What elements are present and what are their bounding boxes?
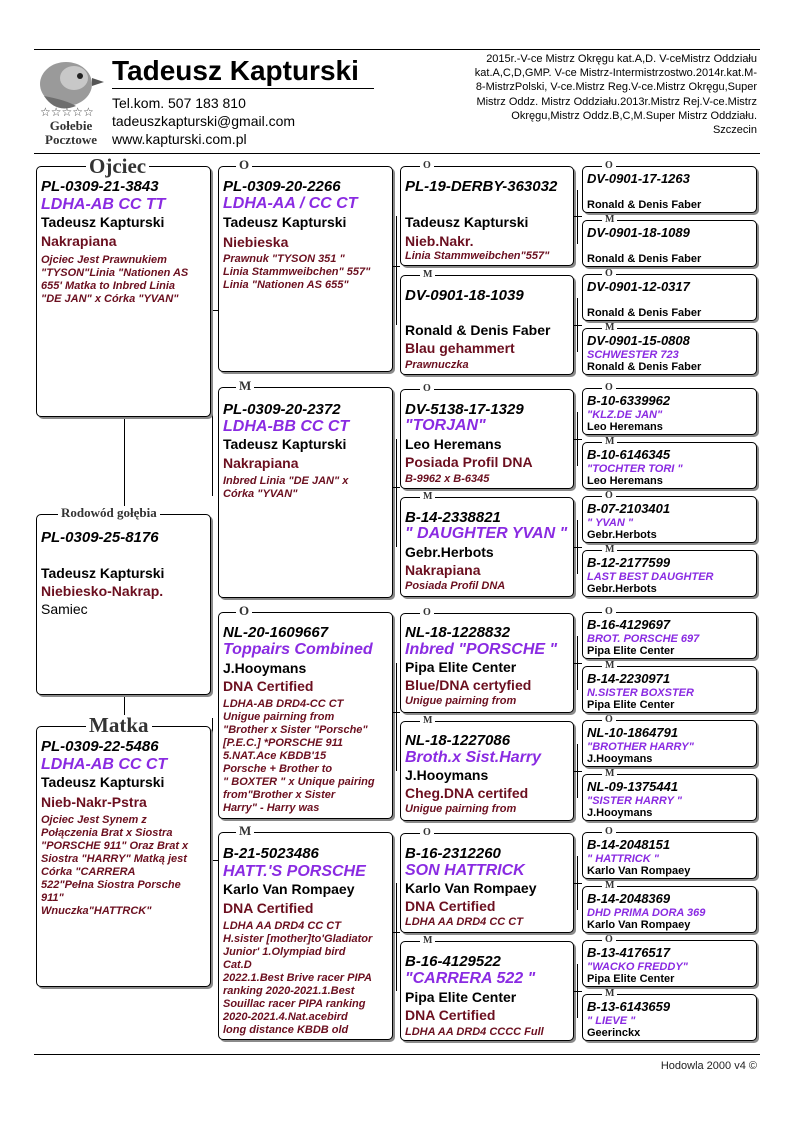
connector-line	[574, 663, 582, 664]
great-grandparent-ring: DV-0901-18-1089	[587, 225, 690, 240]
mother-label: Matka	[86, 715, 152, 736]
father-breeder: Tadeusz Kapturski	[41, 214, 165, 230]
mmm-note: LDHA AA DRD4 CCCC Full	[405, 1026, 544, 1038]
connector-line	[577, 636, 578, 690]
owner-phone: Tel.kom. 507 183 810	[112, 95, 246, 111]
great-grandparent-name: SCHWESTER 723	[587, 349, 679, 361]
great-grandparent-name: DHD PRIMA DORA 369	[587, 907, 706, 919]
mmf-sex-label: O	[420, 828, 434, 838]
fmf-ring: DV-5138-17-1329	[405, 401, 524, 418]
great-grandparent-sex-label: O	[602, 491, 616, 501]
fff-ring: PL-19-DERBY-363032	[405, 178, 558, 195]
great-grandparent-ring: NL-10-1864791	[587, 725, 679, 740]
header-top-rule	[34, 49, 760, 50]
great-grandparent-breeder: Pipa Elite Center	[587, 645, 675, 657]
great-grandparent-card[interactable]	[582, 612, 757, 659]
great-grandparent-sex-label: O	[602, 161, 616, 171]
great-grandparent-card[interactable]	[582, 328, 757, 375]
fm-card[interactable]	[218, 387, 393, 598]
mf-card[interactable]	[218, 612, 393, 819]
mmm-card[interactable]	[400, 941, 574, 1041]
connector-line	[396, 883, 397, 991]
great-grandparent-breeder: Pipa Elite Center	[587, 699, 675, 711]
great-grandparent-breeder: Geerinckx	[587, 1027, 641, 1039]
fff-breeder: Tadeusz Kapturski	[405, 214, 529, 230]
fmm-breeder: Gebr.Herbots	[405, 544, 494, 560]
mf-color: DNA Certified	[223, 678, 314, 694]
great-grandparent-breeder: Gebr.Herbots	[587, 529, 657, 541]
ff-note: Prawnuk "TYSON 351 " Linia Stammweibchen" 557" Linia "Nationen AS 655"	[223, 253, 371, 291]
fmm-name: " DAUGHTER YVAN "	[405, 525, 568, 542]
great-grandparent-ring: B-10-6146345	[587, 447, 671, 462]
owner-email: tadeuszkapturski@gmail.com	[112, 113, 296, 129]
mf-ring: NL-20-1609667	[223, 624, 329, 641]
great-grandparent-ring: DV-0901-17-1263	[587, 171, 690, 186]
ffm-breeder: Ronald & Denis Faber	[405, 322, 551, 338]
mf-name: Toppairs Combined	[223, 641, 373, 658]
fff-sex-label: O	[420, 161, 434, 171]
mff-color: Blue/DNA certyfied	[405, 677, 532, 693]
great-grandparent-ring: B-14-2230971	[587, 671, 671, 686]
fm-ring: PL-0309-20-2372	[223, 401, 341, 418]
ffm-ring: DV-0901-18-1039	[405, 287, 524, 304]
great-grandparent-ring: B-07-2103401	[587, 501, 671, 516]
connector-line	[577, 412, 578, 466]
great-grandparent-card[interactable]	[582, 220, 757, 267]
subject-sex: Samiec	[41, 601, 88, 617]
great-grandparent-name: "TOCHTER TORI "	[587, 463, 683, 475]
mfm-sex-label: M	[420, 716, 435, 726]
great-grandparent-card[interactable]	[582, 940, 757, 987]
owner-underline	[112, 88, 374, 89]
great-grandparent-ring: B-14-2048151	[587, 837, 671, 852]
owner-titles: 2015r.-V-ce Mistrz Okręgu kat.A,D. V-ceMistrz Oddziału kat.A,C,D,GMP. V-ce Mistrz-Intermistrzostwo.2014r.kat.M-8-MistrzPolski, V-ce.Mistrz Reg.V-ce.Mistrz Okręgu,Super Mistrz Oddz. Mistrz Oddziału.2013r.Mistrz Rej.V-ce.Mistrz Okręgu,Mistrz Oddz.B,C,M.Super Mistrz Oddziału. Szczecin	[474, 53, 757, 137]
great-grandparent-sex-label: O	[602, 827, 616, 837]
connector-line	[212, 718, 213, 946]
great-grandparent-card[interactable]	[582, 550, 757, 597]
great-grandparent-name: "WACKO FREDDY"	[587, 961, 688, 973]
great-grandparent-card[interactable]	[582, 886, 757, 933]
great-grandparent-card[interactable]	[582, 832, 757, 879]
great-grandparent-name: N.SISTER BOXSTER	[587, 687, 694, 699]
fm-breeder: Tadeusz Kapturski	[223, 436, 347, 452]
mmm-sex-label: M	[420, 936, 435, 946]
mm-sex-label: M	[236, 824, 254, 837]
great-grandparent-breeder: Ronald & Denis Faber	[587, 199, 702, 211]
mother-name: LDHA-AB CC CT	[41, 756, 168, 773]
mother-ring: PL-0309-22-5486	[41, 738, 159, 755]
mmm-ring: B-16-4129522	[405, 953, 501, 970]
great-grandparent-name: " HATTRICK "	[587, 853, 659, 865]
connector-line	[396, 216, 397, 325]
great-grandparent-card[interactable]	[582, 274, 757, 321]
mmf-breeder: Karlo Van Rompaey	[405, 880, 537, 896]
great-grandparent-sex-label: M	[602, 769, 617, 779]
great-grandparent-ring: B-13-6143659	[587, 999, 671, 1014]
great-grandparent-ring: NL-09-1375441	[587, 779, 679, 794]
great-grandparent-ring: B-14-2048369	[587, 891, 671, 906]
mm-name: HATT.'S PORSCHE	[223, 863, 366, 880]
logo-text-1: Gołebie	[49, 118, 93, 133]
mf-sex-label: O	[236, 604, 252, 617]
great-grandparent-sex-label: O	[602, 269, 616, 279]
ff-breeder: Tadeusz Kapturski	[223, 214, 347, 230]
subject-breeder: Tadeusz Kapturski	[41, 565, 165, 581]
great-grandparent-ring: B-12-2177599	[587, 555, 671, 570]
fm-note: Inbred Linia "DE JAN" x Córka "YVAN"	[223, 475, 349, 500]
great-grandparent-breeder: J.Hooymans	[587, 753, 653, 765]
pedigree-label: Rodowód gołębia	[58, 506, 160, 519]
great-grandparent-card[interactable]	[582, 388, 757, 435]
mf-breeder: J.Hooymans	[223, 660, 307, 676]
mf-note: LDHA-AB DRD4-CC CT Unigue pairning from "Brother x Sister "Porsche" [P.E.C.] *PORSCHE 911 5.NAT.Ace KBDB'15 Porsche + Brother to " BOXTER " x Unique pairing from"Brother x Sister Harry" - Harry was	[223, 698, 375, 814]
fmm-note: Posiada Profil DNA	[405, 580, 506, 592]
great-grandparent-ring: B-13-4176517	[587, 945, 671, 960]
great-grandparent-breeder: Ronald & Denis Faber	[587, 307, 702, 319]
great-grandparent-card[interactable]	[582, 496, 757, 543]
great-grandparent-name: "SISTER HARRY "	[587, 795, 682, 807]
connector-line	[577, 190, 578, 244]
great-grandparent-card[interactable]	[582, 774, 757, 821]
father-label: Ojciec	[86, 156, 149, 177]
fmf-sex-label: O	[420, 384, 434, 394]
great-grandparent-name: "KLZ.DE JAN"	[587, 409, 663, 421]
mm-ring: B-21-5023486	[223, 845, 319, 862]
great-grandparent-ring: DV-0901-12-0317	[587, 279, 690, 294]
connector-line	[577, 298, 578, 352]
mm-breeder: Karlo Van Rompaey	[223, 881, 355, 897]
great-grandparent-name: " LIEVE "	[587, 1015, 636, 1027]
fmf-card[interactable]	[400, 389, 574, 489]
fff-card[interactable]	[400, 166, 574, 266]
great-grandparent-sex-label: M	[602, 989, 617, 999]
ffm-card[interactable]	[400, 275, 574, 375]
great-grandparent-breeder: Pipa Elite Center	[587, 973, 675, 985]
logo-text-2: Pocztowe	[45, 132, 97, 147]
father-note: Ojciec Jest Prawnukiem "TYSON"Linia "Nationen AS 655' Matka to Inbred Linia "DE JAN" x Córka "YVAN"	[41, 254, 189, 305]
fmf-color: Posiada Profil DNA	[405, 454, 533, 470]
great-grandparent-ring: B-10-6339962	[587, 393, 671, 408]
fm-sex-label: M	[236, 379, 254, 392]
mff-sex-label: O	[420, 608, 434, 618]
father-color: Nakrapiana	[41, 233, 117, 249]
mother-card[interactable]	[36, 726, 211, 987]
ff-ring: PL-0309-20-2266	[223, 178, 341, 195]
mfm-name: Broth.x Sist.Harry	[405, 749, 542, 766]
mff-note: Unigue pairning from	[405, 695, 517, 707]
mm-card[interactable]	[218, 832, 393, 1040]
connector-line	[574, 325, 582, 326]
connector-line	[574, 771, 582, 772]
footer-rule	[34, 1054, 760, 1055]
fmf-breeder: Leo Heremans	[405, 436, 502, 452]
mff-ring: NL-18-1228832	[405, 624, 511, 641]
ff-card[interactable]	[218, 166, 393, 372]
great-grandparent-ring: B-16-4129697	[587, 617, 671, 632]
connector-line	[577, 744, 578, 798]
great-grandparent-sex-label: O	[602, 935, 616, 945]
fmm-sex-label: M	[420, 492, 435, 502]
ff-color: Niebieska	[223, 234, 289, 250]
great-grandparent-sex-label: O	[602, 383, 616, 393]
mother-note: Ojciec Jest Synem z Połączenia Brat x Siostra "PORSCHE 911" Oraz Brat x Siostra "HARRY" Matką jest Córka "CARRERA 522"Pełna Siostra Porsche 911" Wnuczka"HATTRCK"	[41, 814, 189, 917]
great-grandparent-name: LAST BEST DAUGHTER	[587, 571, 714, 583]
great-grandparent-breeder: Ronald & Denis Faber	[587, 361, 702, 373]
mfm-ring: NL-18-1227086	[405, 732, 511, 749]
great-grandparent-breeder: Leo Heremans	[587, 421, 663, 433]
great-grandparent-sex-label: M	[602, 437, 617, 447]
connector-line	[212, 268, 213, 496]
connector-line	[396, 663, 397, 771]
great-grandparent-breeder: Karlo Van Rompaey	[587, 919, 691, 931]
father-ring: PL-0309-21-3843	[41, 178, 159, 195]
mfm-card[interactable]	[400, 721, 574, 821]
great-grandparent-breeder: Ronald & Denis Faber	[587, 253, 702, 265]
great-grandparent-sex-label: M	[602, 215, 617, 225]
mmm-breeder: Pipa Elite Center	[405, 989, 517, 1005]
connector-line	[574, 883, 582, 884]
subject-color: Niebiesko-Nakrap.	[41, 583, 164, 599]
mmf-card[interactable]	[400, 833, 574, 933]
ffm-note: Prawnuczka	[405, 359, 469, 371]
fm-color: Nakrapiana	[223, 455, 299, 471]
father-card[interactable]	[36, 166, 211, 417]
ff-sex-label: O	[236, 158, 252, 171]
connector-line	[574, 547, 582, 548]
great-grandparent-card[interactable]	[582, 720, 757, 767]
subject-ring: PL-0309-25-8176	[41, 529, 159, 546]
fmf-note: B-9962 x B-6345	[405, 473, 490, 485]
great-grandparent-sex-label: M	[602, 323, 617, 333]
mfm-color: Cheg.DNA certifed	[405, 785, 529, 801]
great-grandparent-card[interactable]	[582, 442, 757, 489]
ffm-sex-label: M	[420, 270, 435, 280]
great-grandparent-card[interactable]	[582, 666, 757, 713]
great-grandparent-name: " YVAN "	[587, 517, 634, 529]
connector-line	[124, 416, 125, 508]
connector-line	[577, 520, 578, 574]
fmf-name: "TORJAN"	[405, 417, 486, 434]
great-grandparent-name: BROT. PORSCHE 697	[587, 633, 700, 645]
mmm-name: "CARRERA 522 "	[405, 970, 536, 987]
fff-note: Linia Stammweibchen"557"	[405, 250, 550, 262]
connector-line	[574, 216, 582, 217]
great-grandparent-name: "BROTHER HARRY"	[587, 741, 694, 753]
mmf-ring: B-16-2312260	[405, 845, 501, 862]
great-grandparent-card[interactable]	[582, 994, 757, 1041]
connector-line	[577, 964, 578, 1018]
owner-website: www.kapturski.com.pl	[112, 131, 247, 147]
mmm-color: DNA Certified	[405, 1007, 496, 1023]
great-grandparent-card[interactable]	[582, 166, 757, 213]
connector-line	[574, 991, 582, 992]
mother-color: Nieb-Nakr-Pstra	[41, 794, 147, 810]
great-grandparent-sex-label: O	[602, 607, 616, 617]
great-grandparent-sex-label: M	[602, 881, 617, 891]
mmf-color: DNA Certified	[405, 898, 496, 914]
mother-breeder: Tadeusz Kapturski	[41, 774, 165, 790]
footer-text: Hodowla 2000 v4 ©	[660, 1060, 757, 1072]
fmm-card[interactable]	[400, 497, 574, 597]
great-grandparent-sex-label: M	[602, 661, 617, 671]
ff-name: LDHA-AA / CC CT	[223, 195, 358, 212]
connector-line	[577, 856, 578, 910]
fff-color: Nieb.Nakr.	[405, 233, 474, 249]
fmm-ring: B-14-2338821	[405, 509, 501, 526]
mff-breeder: Pipa Elite Center	[405, 659, 517, 675]
mmf-note: LDHA AA DRD4 CC CT	[405, 916, 523, 928]
mm-note: LDHA AA DRD4 CC CT H.sister [mother]to'Gladiator Junior' 1.Olympiad bird Cat.D 2022.1.Best Brive racer PIPA ranking 2020-2021.1.Best Souillac racer PIPA ranking 2020-2021.4.Nat.acebird long distance KBDB old	[223, 920, 373, 1036]
great-grandparent-breeder: Leo Heremans	[587, 475, 663, 487]
owner-name: Tadeusz Kapturski	[112, 55, 359, 86]
great-grandparent-breeder: J.Hooymans	[587, 807, 653, 819]
connector-line	[396, 439, 397, 547]
mff-card[interactable]	[400, 613, 574, 713]
mff-name: Inbred "PORSCHE "	[405, 641, 558, 658]
connector-line	[574, 439, 582, 440]
great-grandparent-breeder: Karlo Van Rompaey	[587, 865, 691, 877]
mm-color: DNA Certified	[223, 900, 314, 916]
subject-card[interactable]	[36, 514, 211, 695]
great-grandparent-sex-label: M	[602, 545, 617, 555]
fm-name: LDHA-BB CC CT	[223, 418, 350, 435]
mfm-note: Unigue pairning from	[405, 803, 517, 815]
svg-text:☆☆☆☆☆: ☆☆☆☆☆	[40, 105, 94, 119]
great-grandparent-breeder: Gebr.Herbots	[587, 583, 657, 595]
mmf-name: SON HATTRICK	[405, 862, 525, 879]
mfm-breeder: J.Hooymans	[405, 767, 489, 783]
great-grandparent-ring: DV-0901-15-0808	[587, 333, 690, 348]
fmm-color: Nakrapiana	[405, 562, 481, 578]
ffm-color: Blau gehammert	[405, 340, 515, 356]
father-name: LDHA-AB CC TT	[41, 196, 166, 213]
great-grandparent-sex-label: O	[602, 715, 616, 725]
